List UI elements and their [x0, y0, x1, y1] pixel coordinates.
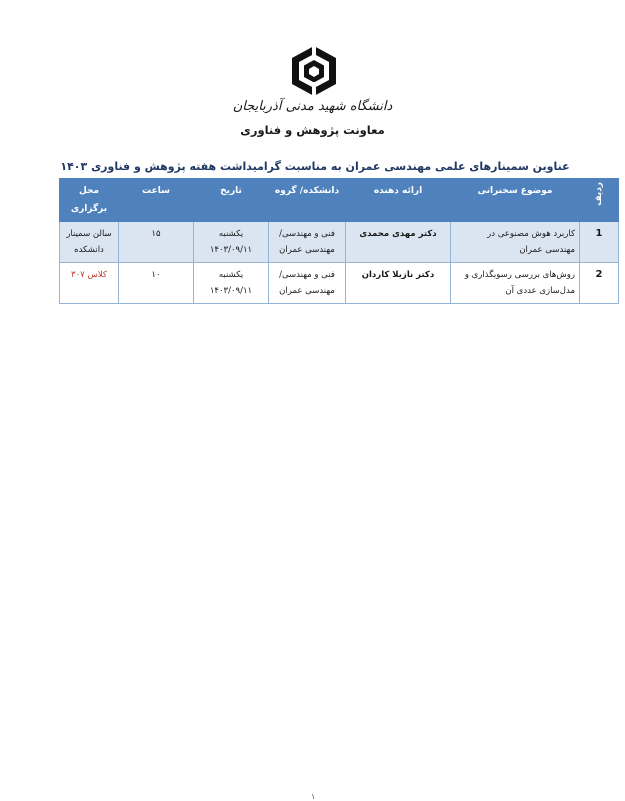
presenter-cell: دکتر نازیلا کاردان	[346, 263, 451, 304]
header-place: محل برگزاری	[60, 179, 119, 222]
time-cell: ۱۰	[119, 263, 194, 304]
document-title: عناوین سمینارهای علمی مهندسی عمران به مناسبت گرامیداشت هفته پژوهش و فناوری ۱۴۰۳	[60, 160, 570, 173]
header-row-number: ردیف	[580, 179, 619, 222]
dept-cell: فنی و مهندسی/ مهندسی عمران	[269, 222, 346, 263]
place-cell: کلاس ۳۰۷	[60, 263, 119, 304]
row-number: 2	[580, 263, 619, 304]
header-topic: موضوع سخنرانی	[451, 179, 580, 222]
place-cell: سالن سمینار دانشکده	[60, 222, 119, 263]
presenter-cell: دکتر مهدی محمدی	[346, 222, 451, 263]
table-row	[60, 263, 619, 304]
row-number: 1	[580, 222, 619, 263]
university-logo-icon	[288, 44, 340, 98]
office-name: معاونت پژوهش و فناوری	[240, 123, 385, 137]
university-name: دانشگاه شهید مدنی آذربایجان	[232, 99, 393, 114]
topic-cell: روش‌های بررسی رسوبگذاری و مدل‌سازی عددی آن	[451, 263, 580, 304]
date-cell: یکشنبه ۱۴۰۳/۰۹/۱۱	[194, 263, 269, 304]
time-cell: ۱۵	[119, 222, 194, 263]
seminar-table	[59, 178, 619, 304]
table-row	[60, 222, 619, 263]
topic-cell: کاربرد هوش مصنوعی در مهندسی عمران	[451, 222, 580, 263]
header-presenter: ارائه دهنده	[346, 179, 451, 222]
page-number: ۱	[311, 792, 316, 801]
table-header-row	[60, 179, 619, 222]
header-dept: دانشکده/ گروه	[269, 179, 346, 222]
dept-cell: فنی و مهندسی/ مهندسی عمران	[269, 263, 346, 304]
header-time: ساعت	[119, 179, 194, 222]
header-date: تاریخ	[194, 179, 269, 222]
date-cell: یکشنبه ۱۴۰۳/۰۹/۱۱	[194, 222, 269, 263]
